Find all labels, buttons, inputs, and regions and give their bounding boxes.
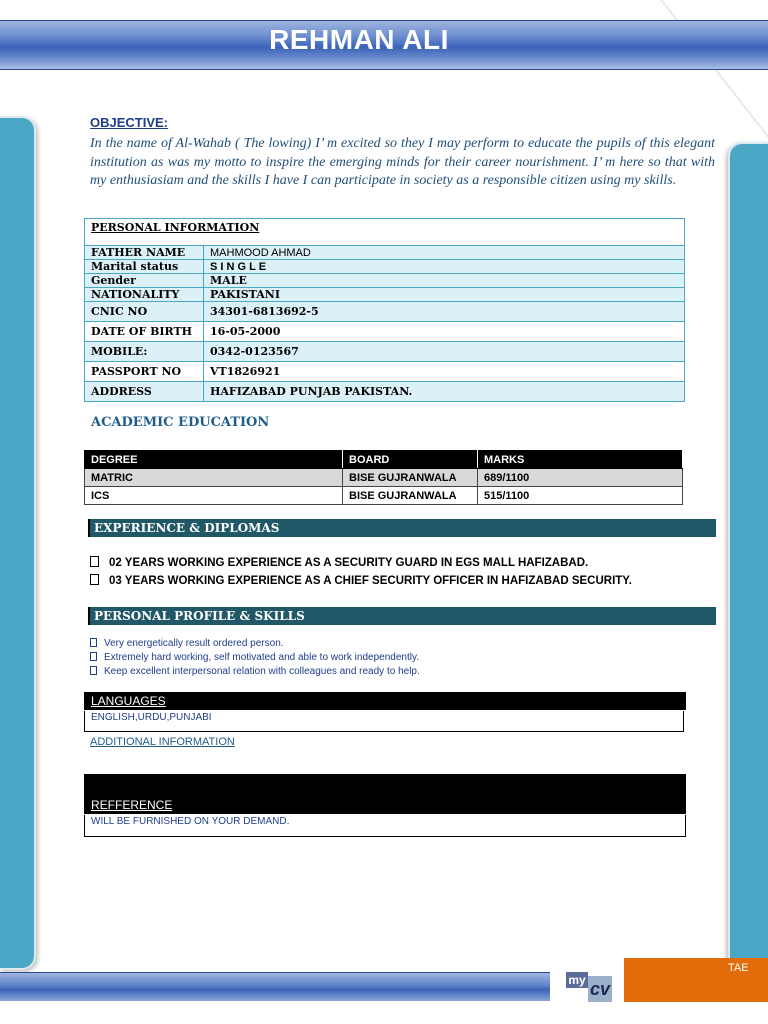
skill-text: Extremely hard working, self motivated and able to work independently. [104,652,419,663]
bullet-box-icon [90,574,99,585]
skills-heading: PERSONAL PROFILE & SKILLS [88,607,716,625]
resume-name: REHMAN ALI [269,24,449,55]
row-label: PASSPORT NO [85,362,204,382]
table-row [85,487,683,505]
list-item [90,652,419,663]
row-label: NATIONALITY [85,288,204,302]
footer-badge-text: TAE [728,962,749,974]
personal-information-table [84,218,685,402]
table-cell: BISE GUJRANWALA [343,487,478,505]
logo-cv: cv [588,976,612,1002]
bullet-box-icon [90,556,99,567]
academic-table [84,450,683,505]
table-row [85,362,685,382]
right-decorative-panel [728,142,768,988]
skill-text: Keep excellent interpersonal relation with colleagues and ready to help. [104,666,420,677]
experience-text: 03 YEARS WORKING EXPERIENCE AS A CHIEF SECURITY OFFICER IN HAFIZABAD SECURITY. [109,575,632,587]
row-label: MOBILE: [85,342,204,362]
column-header: BOARD [343,451,478,469]
row-label: DATE OF BIRTH [85,322,204,342]
mycv-logo-icon [566,972,610,1004]
reference-heading: REFFERENCE [91,798,173,812]
experience-heading: EXPERIENCE & DIPLOMAS [88,519,716,537]
objective-text: In the name of Al-Wahab ( The lowing) I’ m excited so they I may perform to educate the pupils of this elegant institution as was my motto to inspire the emerging minds for their career nourishment. I’ m here so that with my enthusiasiam and the skills I have I can participate in society as a responsible citizen using my skills. [90,136,715,188]
table-cell: ICS [85,487,343,505]
table-cell: MATRIC [85,469,343,487]
table-header-row [85,451,683,469]
table-row [85,469,683,487]
languages-value: ENGLISH,URDU,PUNJABI [84,711,684,732]
languages-heading-bar [84,692,686,710]
skill-text: Very energetically result ordered person. [104,638,284,649]
bullet-box-icon [90,652,97,661]
column-header: DEGREE [85,451,343,469]
list-item [90,574,632,587]
row-value: MALE [204,274,685,288]
row-label: Marital status [85,260,204,274]
list-item [90,638,284,649]
table-row [85,382,685,402]
row-value: 0342-0123567 [204,342,685,362]
table-cell: 689/1100 [478,469,683,487]
bullet-box-icon [90,666,97,675]
additional-information-link[interactable]: ADDITIONAL INFORMATION [90,736,235,748]
list-item [90,666,420,677]
academic-education-heading: ACADEMIC EDUCATION [91,415,270,430]
table-row [85,302,685,322]
list-item [90,556,588,569]
table-cell: BISE GUJRANWALA [343,469,478,487]
row-label: ADDRESS [85,382,204,402]
row-value: 34301-6813692-5 [204,302,685,322]
table-row [85,342,685,362]
row-value: 16-05-2000 [204,322,685,342]
table-cell: 515/1100 [478,487,683,505]
languages-heading: LANGUAGES [91,694,166,708]
row-value: MAHMOOD AHMAD [204,246,685,260]
row-label: Gender [85,274,204,288]
row-value: S I N G L E [204,260,685,274]
table-row [85,246,685,260]
table-row [85,274,685,288]
personal-information-heading: PERSONAL INFORMATION [85,219,685,246]
left-decorative-panel [0,116,36,970]
row-value: VT1826921 [204,362,685,382]
row-value: PAKISTANI [204,288,685,302]
row-value: HAFIZABAD PUNJAB PAKISTAN. [204,382,685,402]
logo-my: my [566,972,588,988]
table-row [85,322,685,342]
row-label: CNIC NO [85,302,204,322]
experience-text: 02 YEARS WORKING EXPERIENCE AS A SECURITY GUARD IN EGS MALL HAFIZABAD. [109,557,589,569]
table-row [85,288,685,302]
objective-heading: OBJECTIVE: [90,115,169,130]
reference-heading-bar [84,774,686,814]
footer-bar [0,972,550,1001]
column-header: MARKS [478,451,683,469]
row-label: FATHER NAME [85,246,204,260]
reference-value: WILL BE FURNISHED ON YOUR DEMAND. [84,815,686,837]
bullet-box-icon [90,638,97,647]
table-row [85,260,685,274]
